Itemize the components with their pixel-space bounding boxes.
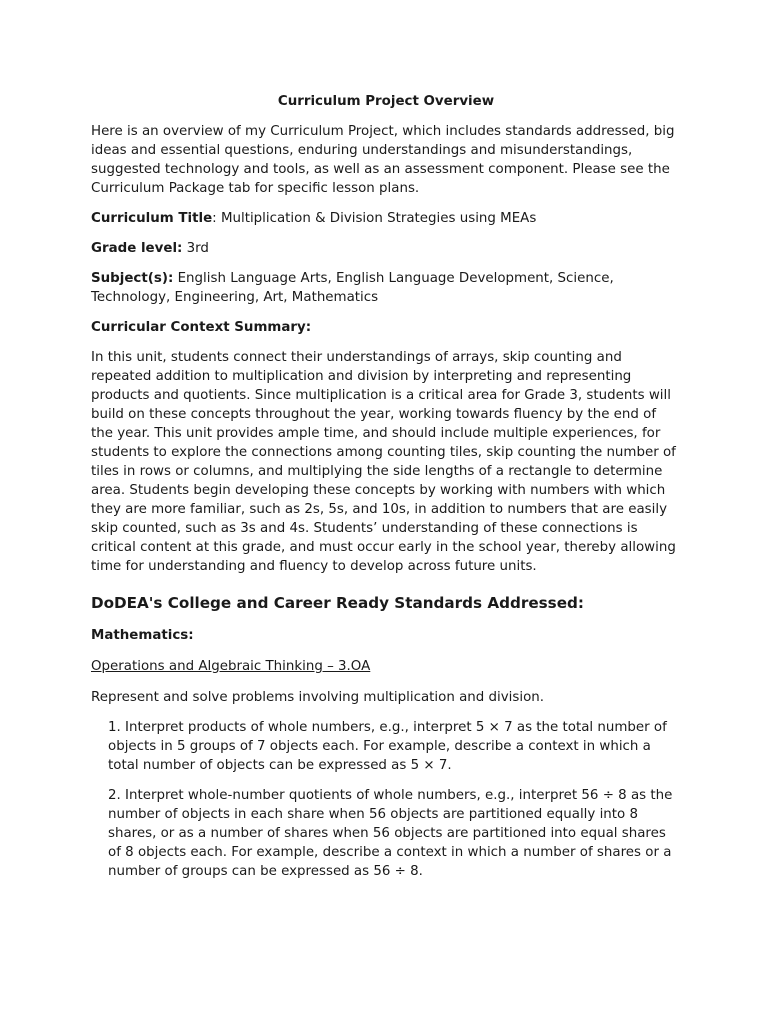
domain-heading: Operations and Algebraic Thinking – 3.OA bbox=[91, 659, 371, 674]
standards-heading: DoDEA's College and Career Ready Standards Addressed: bbox=[91, 594, 584, 612]
document-page bbox=[91, 92, 681, 892]
curriculum-title-value: : Multiplication & Division Strategies using MEAs bbox=[212, 211, 537, 226]
context-summary-paragraph: In this unit, students connect their understandings of arrays, skip counting and repeated addition to multiplication and division by interpreting and representing products and quotients. Since multiplication is a critical area for Grade 3, students will build on these concepts throughout the year, working towards fluency by the end of the year. This unit provides ample time, and should include multiple experiences, for students to explore the connections among counting tiles, skip counting the number of tiles in rows or columns, and multiplying the side lengths of a rectangle to determine area. Students begin developing these concepts by working with numbers with which they are more familiar, such as 2s, 5s, and 10s, in addition to numbers that are easily skip counted, such as 3s and 4s. Students’ understanding of these connections is critical content at this grade, and must occur early in the school year, thereby allowing time for understanding and fluency to develop across future units. bbox=[91, 350, 676, 574]
intro-paragraph: Here is an overview of my Curriculum Project, which includes standards addressed, big ideas and essential questions, enduring understandings and misunderstandings, suggested technology and tools, as well as an assessment component. Please see the Curriculum Package tab for specific lesson plans. bbox=[91, 124, 675, 196]
standard-item: 1. Interpret products of whole numbers, e.g., interpret 5 × 7 as the total number of objects in 5 groups of 7 objects each. For example, describe a context in which a total number of objects can be expressed as 5 × 7. bbox=[108, 720, 667, 773]
standard-item: 2. Interpret whole-number quotients of whole numbers, e.g., interpret 56 ÷ 8 as the number of objects in each share when 56 objects are partitioned equally into 8 shares, or as a number of shares when 56 objects are partitioned into equal shares of 8 objects each. For example, describe a context in which a number of shares or a number of groups can be expressed as 56 ÷ 8. bbox=[108, 788, 673, 879]
grade-level-label: Grade level: bbox=[91, 241, 183, 256]
context-summary-heading: Curricular Context Summary: bbox=[91, 320, 312, 335]
grade-level-value: 3rd bbox=[182, 241, 209, 256]
cluster-statement: Represent and solve problems involving multiplication and division. bbox=[91, 690, 545, 705]
curriculum-title-label: Curriculum Title bbox=[91, 211, 213, 226]
document-title: Curriculum Project Overview bbox=[277, 94, 495, 109]
subjects-label: Subject(s): bbox=[91, 271, 174, 286]
grade-level-line bbox=[91, 239, 681, 258]
mathematics-heading: Mathematics: bbox=[91, 628, 194, 643]
subjects-value: English Language Arts, English Language Development, Science, Technology, Engineering, Art, Mathematics bbox=[91, 271, 614, 305]
curriculum-title-line bbox=[91, 209, 681, 228]
subjects-line bbox=[91, 269, 681, 307]
